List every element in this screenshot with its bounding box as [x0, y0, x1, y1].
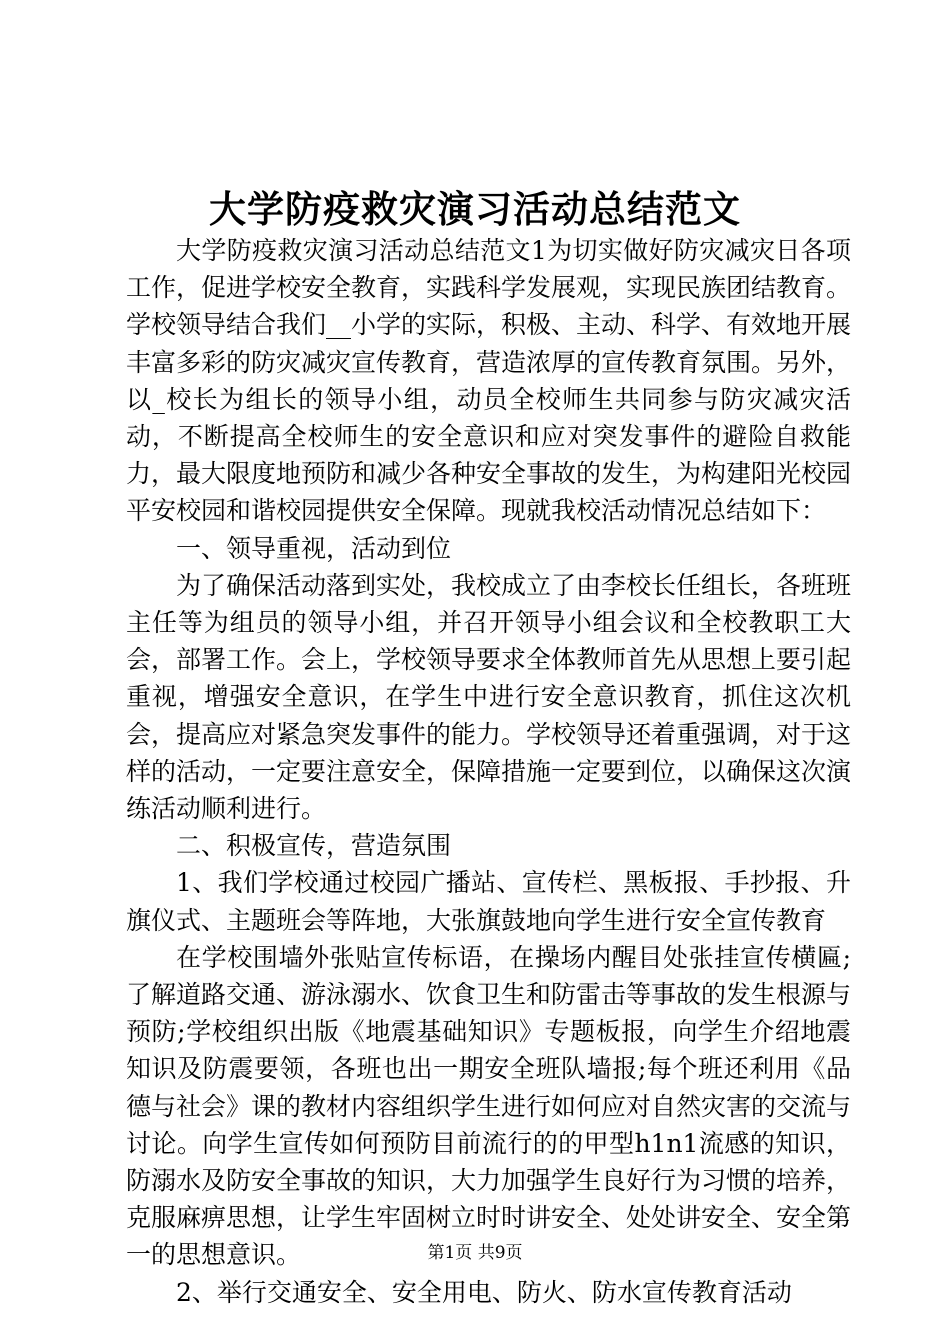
- section-2-paragraph: 在学校围墙外张贴宣传标语，在操场内醒目处张挂宣传横匾;了解道路交通、游泳溺水、饮食卫生和防雷击等事故的发生根源与预防;学校组织出版《地震基础知识》专题板报，向学生介绍地震知识及防震要领，各班也出一期安全班队墙报;每个班还利用《品德与社会》课的教材内容组织学生进行如何应对自然灾害的交流与讨论。向学生宣传如何预防目前流行的的甲型h1n1流感的知识，防溺水及防安全事故的知识，大力加强学生良好行为习惯的培养，克服麻痹思想，让学生牢固树立时时讲安全、处处讲安全、安全第一的思想意识。: [126, 942, 852, 1270]
- document-body: [126, 232, 851, 1311]
- document-title: 大学防疫救灾演习活动总结范文: [209, 187, 741, 231]
- section-heading-2: 二、积极宣传，营造氛围: [176, 831, 452, 861]
- section-heading-1: 一、领导重视，活动到位: [176, 533, 452, 563]
- intro-paragraph: 大学防疫救灾演习活动总结范文1为切实做好防灾减灾日各项工作，促进学校安全教育，实践科学发展观，实现民族团结教育。学校领导结合我们__小学的实际，积极、主动、科学、有效地开展丰富多彩的防灾减灾宣传教育，营造浓厚的宣传教育氛围。另外，以_校长为组长的领导小组，动员全校师生共同参与防灾减灾活动，不断提高全校师生的安全意识和应对突发事件的避险自救能力，最大限度地预防和减少各种安全事故的发生，为构建阳光校园平安校园和谐校园提供安全保障。现就我校活动情况总结如下：: [126, 236, 852, 526]
- list-item-2: 2、举行交通安全、安全用电、防火、防水宣传教育活动: [176, 1277, 792, 1307]
- list-item-1: 1、我们学校通过校园广播站、宣传栏、黑板报、手抄报、升旗仪式、主题班会等阵地，大张旗鼓地向学生进行安全宣传教育: [126, 868, 851, 935]
- page-footer: 第1页 共9页: [427, 1243, 523, 1263]
- section-1-paragraph: 为了确保活动落到实处，我校成立了由李校长任组长，各班班主任等为组员的领导小组，并召开领导小组会议和全校教职工大会，部署工作。会上，学校领导要求全体教师首先从思想上要引起重视，增强安全意识，在学生中进行安全意识教育，抓住这次机会，提高应对紧急突发事件的能力。学校领导还着重强调，对于这样的活动，一定要注意安全，保障措施一定要到位，以确保这次演练活动顺利进行。: [126, 570, 852, 824]
